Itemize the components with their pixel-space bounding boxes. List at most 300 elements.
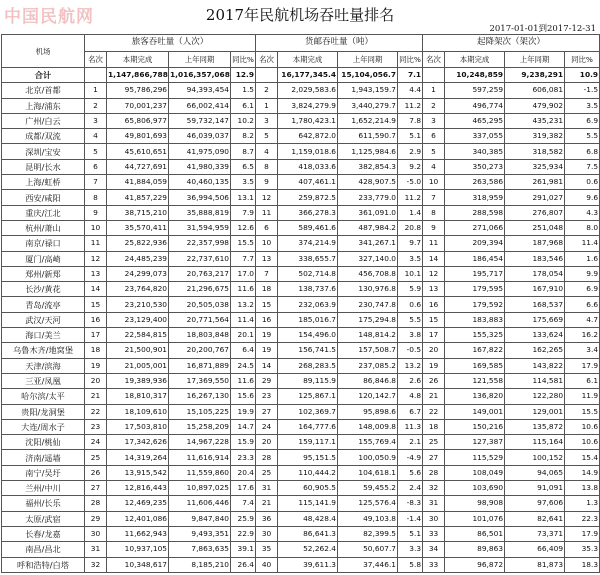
mov-yoy: 17.9 bbox=[565, 358, 600, 373]
mov-current: 186,454 bbox=[445, 251, 505, 266]
cargo-rank: 9 bbox=[256, 175, 278, 190]
airport-name: 呼和浩特/白塔 bbox=[2, 557, 85, 572]
cargo-last-year: 175,294.8 bbox=[338, 312, 398, 327]
table-row bbox=[2, 450, 600, 465]
cargo-yoy: 6.7 bbox=[398, 404, 423, 419]
mov-yoy: 6.1 bbox=[565, 373, 600, 388]
cargo-yoy: 5.6 bbox=[398, 465, 423, 480]
pax-last-year: 14,967,228 bbox=[169, 435, 231, 450]
mov-yoy: 22.3 bbox=[565, 511, 600, 526]
pax-yoy: 1.5 bbox=[231, 83, 256, 98]
table-row bbox=[2, 542, 600, 557]
cargo-yoy: 3.3 bbox=[398, 542, 423, 557]
mov-current: 340,385 bbox=[445, 144, 505, 159]
cargo-current: 1,159,018.6 bbox=[278, 144, 338, 159]
mov-rank: 17 bbox=[423, 328, 445, 343]
pax-rank: 18 bbox=[85, 343, 107, 358]
cargo-last-year: 456,708.8 bbox=[338, 266, 398, 281]
pax-current: 21,500,901 bbox=[107, 343, 169, 358]
mov-last-year: 291,027 bbox=[505, 190, 565, 205]
cargo-last-year-header: 上年同期 bbox=[338, 51, 398, 68]
table-row bbox=[2, 312, 600, 327]
pax-rank: 9 bbox=[85, 205, 107, 220]
cargo-last-year: 82,399.5 bbox=[338, 526, 398, 541]
table-row bbox=[2, 190, 600, 205]
cargo-last-year: 125,576.4 bbox=[338, 496, 398, 511]
pax-current: 14,319,264 bbox=[107, 450, 169, 465]
cargo-yoy: -4.9 bbox=[398, 450, 423, 465]
mov-current: 318,959 bbox=[445, 190, 505, 205]
pax-current: 41,884,059 bbox=[107, 175, 169, 190]
mov-rank-header: 名次 bbox=[423, 51, 445, 68]
total-mov-rank bbox=[423, 68, 445, 83]
mov-rank: 3 bbox=[423, 113, 445, 128]
mov-rank: 12 bbox=[423, 266, 445, 281]
cargo-yoy: 3.8 bbox=[398, 328, 423, 343]
mov-rank: 8 bbox=[423, 205, 445, 220]
mov-yoy: 0.6 bbox=[565, 175, 600, 190]
mov-last-year: 167,910 bbox=[505, 282, 565, 297]
cargo-last-year: 230,747.8 bbox=[338, 297, 398, 312]
pax-rank: 22 bbox=[85, 404, 107, 419]
cargo-current: 374,214.9 bbox=[278, 236, 338, 251]
cargo-last-year: 361,091.0 bbox=[338, 205, 398, 220]
table-row bbox=[2, 266, 600, 281]
table-row bbox=[2, 328, 600, 343]
cargo-last-year: 130,976.8 bbox=[338, 282, 398, 297]
total-cargo: 16,177,345.4 bbox=[278, 68, 338, 83]
mov-yoy: 10.6 bbox=[565, 435, 600, 450]
pax-current: 11,662,943 bbox=[107, 526, 169, 541]
pax-rank: 10 bbox=[85, 220, 107, 235]
total-mov-last-year: 9,238,291 bbox=[505, 68, 565, 83]
cargo-rank: 28 bbox=[256, 450, 278, 465]
mov-current-header: 本期完成 bbox=[445, 51, 505, 68]
mov-current: 350,273 bbox=[445, 159, 505, 174]
airport-name: 上海/浦东 bbox=[2, 98, 85, 113]
mov-yoy: 11.9 bbox=[565, 389, 600, 404]
mov-yoy: 14.9 bbox=[565, 465, 600, 480]
pax-current: 23,210,530 bbox=[107, 297, 169, 312]
airport-name: 上海/虹桥 bbox=[2, 175, 85, 190]
mov-yoy: 16.2 bbox=[565, 328, 600, 343]
pax-rank: 12 bbox=[85, 251, 107, 266]
cargo-current: 268,283.5 bbox=[278, 358, 338, 373]
mov-yoy: 1.6 bbox=[565, 251, 600, 266]
cargo-last-year: 611,590.7 bbox=[338, 129, 398, 144]
cargo-yoy: 13.2 bbox=[398, 358, 423, 373]
pax-rank: 32 bbox=[85, 557, 107, 572]
mov-rank: 30 bbox=[423, 511, 445, 526]
pax-yoy: 6.4 bbox=[231, 343, 256, 358]
mov-yoy: 9.9 bbox=[565, 266, 600, 281]
airport-name: 西安/咸阳 bbox=[2, 190, 85, 205]
cargo-rank: 29 bbox=[256, 373, 278, 388]
pax-rank: 28 bbox=[85, 496, 107, 511]
table-row bbox=[2, 175, 600, 190]
mov-rank: 20 bbox=[423, 343, 445, 358]
cargo-rank: 35 bbox=[256, 542, 278, 557]
total-pax: 1,147,866,788 bbox=[107, 68, 169, 83]
cargo-yoy: 5.9 bbox=[398, 282, 423, 297]
cargo-current: 39,611.3 bbox=[278, 557, 338, 572]
pax-rank: 14 bbox=[85, 282, 107, 297]
pax-yoy: 11.6 bbox=[231, 373, 256, 388]
pax-current: 45,610,651 bbox=[107, 144, 169, 159]
pax-rank: 5 bbox=[85, 144, 107, 159]
cargo-current: 366,278.3 bbox=[278, 205, 338, 220]
pax-last-year: 16,267,130 bbox=[169, 389, 231, 404]
cargo-rank: 5 bbox=[256, 129, 278, 144]
pax-last-year: 41,980,339 bbox=[169, 159, 231, 174]
airport-name: 昆明/长水 bbox=[2, 159, 85, 174]
cargo-rank: 20 bbox=[256, 435, 278, 450]
mov-last-year: 129,001 bbox=[505, 404, 565, 419]
pax-last-year: 11,606,446 bbox=[169, 496, 231, 511]
cargo-rank: 4 bbox=[256, 144, 278, 159]
pax-last-year: 11,559,860 bbox=[169, 465, 231, 480]
cargo-last-year: 148,814.2 bbox=[338, 328, 398, 343]
cargo-rank: 16 bbox=[256, 312, 278, 327]
table-row bbox=[2, 358, 600, 373]
mov-yoy: 10.6 bbox=[565, 419, 600, 434]
cargo-current: 154,496.0 bbox=[278, 328, 338, 343]
airport-name: 武汉/天河 bbox=[2, 312, 85, 327]
cargo-last-year: 148,009.8 bbox=[338, 419, 398, 434]
pax-last-year: 22,737,610 bbox=[169, 251, 231, 266]
table-row bbox=[2, 373, 600, 388]
cargo-rank: 7 bbox=[256, 266, 278, 281]
cargo-rank: 11 bbox=[256, 205, 278, 220]
table-row bbox=[2, 129, 600, 144]
airport-name: 哈尔滨/太平 bbox=[2, 389, 85, 404]
pax-yoy: 20.4 bbox=[231, 465, 256, 480]
cargo-yoy: 1.4 bbox=[398, 205, 423, 220]
mov-last-year: 94,065 bbox=[505, 465, 565, 480]
mov-last-year: 261,981 bbox=[505, 175, 565, 190]
airport-name: 沈阳/桃仙 bbox=[2, 435, 85, 450]
mov-current: 98,908 bbox=[445, 496, 505, 511]
cargo-last-year: 100,050.9 bbox=[338, 450, 398, 465]
cargo-rank: 3 bbox=[256, 113, 278, 128]
pax-rank: 20 bbox=[85, 373, 107, 388]
mov-current: 127,387 bbox=[445, 435, 505, 450]
airport-name: 天津/滨海 bbox=[2, 358, 85, 373]
pax-yoy: 13.2 bbox=[231, 297, 256, 312]
cargo-yoy: 20.8 bbox=[398, 220, 423, 235]
cargo-yoy: 4.4 bbox=[398, 83, 423, 98]
table-row bbox=[2, 465, 600, 480]
mov-last-year: 66,409 bbox=[505, 542, 565, 557]
pax-rank: 11 bbox=[85, 236, 107, 251]
mov-rank: 6 bbox=[423, 129, 445, 144]
mov-last-year: 122,280 bbox=[505, 389, 565, 404]
mov-yoy: 6.6 bbox=[565, 297, 600, 312]
table-row bbox=[2, 481, 600, 496]
airport-name: 重庆/江北 bbox=[2, 205, 85, 220]
cargo-rank: 21 bbox=[256, 496, 278, 511]
cargo-rank: 19 bbox=[256, 343, 278, 358]
mov-rank: 32 bbox=[423, 481, 445, 496]
pax-rank: 1 bbox=[85, 83, 107, 98]
mov-yoy: 11.4 bbox=[565, 236, 600, 251]
pax-rank: 16 bbox=[85, 312, 107, 327]
pax-last-year: 20,505,038 bbox=[169, 297, 231, 312]
cargo-current: 138,737.6 bbox=[278, 282, 338, 297]
pax-current: 35,570,411 bbox=[107, 220, 169, 235]
pax-current: 95,786,296 bbox=[107, 83, 169, 98]
mov-yoy: 6.8 bbox=[565, 144, 600, 159]
cargo-rank: 1 bbox=[256, 98, 278, 113]
pax-last-year: 8,185,210 bbox=[169, 557, 231, 572]
table-row bbox=[2, 297, 600, 312]
cargo-last-year: 155,769.4 bbox=[338, 435, 398, 450]
pax-last-year: 41,975,090 bbox=[169, 144, 231, 159]
cargo-rank: 14 bbox=[256, 358, 278, 373]
cargo-rank: 27 bbox=[256, 404, 278, 419]
cargo-current: 115,141.9 bbox=[278, 496, 338, 511]
cargo-last-year: 487,984.2 bbox=[338, 220, 398, 235]
mov-last-year: 183,546 bbox=[505, 251, 565, 266]
mov-rank: 22 bbox=[423, 404, 445, 419]
mov-rank: 11 bbox=[423, 236, 445, 251]
pax-last-year: 20,200,767 bbox=[169, 343, 231, 358]
cargo-last-year: 50,607.7 bbox=[338, 542, 398, 557]
cargo-rank: 13 bbox=[256, 251, 278, 266]
table-row bbox=[2, 404, 600, 419]
mov-current: 167,822 bbox=[445, 343, 505, 358]
cargo-yoy: 9.2 bbox=[398, 159, 423, 174]
pax-last-year: 40,460,135 bbox=[169, 175, 231, 190]
airport-name: 长沙/黄花 bbox=[2, 282, 85, 297]
mov-rank: 2 bbox=[423, 98, 445, 113]
cargo-current: 2,029,583.6 bbox=[278, 83, 338, 98]
cargo-last-year: 428,907.5 bbox=[338, 175, 398, 190]
mov-rank: 10 bbox=[423, 175, 445, 190]
total-cargo-last-year: 15,104,056.7 bbox=[338, 68, 398, 83]
pax-current: 12,401,086 bbox=[107, 511, 169, 526]
pax-yoy: 7.4 bbox=[231, 496, 256, 511]
pax-current: 17,342,626 bbox=[107, 435, 169, 450]
mov-rank: 4 bbox=[423, 159, 445, 174]
pax-last-year: 94,393,454 bbox=[169, 83, 231, 98]
pax-rank: 27 bbox=[85, 481, 107, 496]
cargo-rank-header: 名次 bbox=[256, 51, 278, 68]
cargo-last-year: 1,652,214.9 bbox=[338, 113, 398, 128]
mov-rank: 34 bbox=[423, 542, 445, 557]
cargo-rank: 36 bbox=[256, 511, 278, 526]
cargo-yoy: 5.8 bbox=[398, 557, 423, 572]
pax-last-year: 59,732,147 bbox=[169, 113, 231, 128]
cargo-current: 502,714.8 bbox=[278, 266, 338, 281]
pax-last-year: 20,763,217 bbox=[169, 266, 231, 281]
cargo-last-year: 233,779.0 bbox=[338, 190, 398, 205]
mov-yoy: 17.9 bbox=[565, 526, 600, 541]
pax-last-year: 9,847,840 bbox=[169, 511, 231, 526]
pax-rank: 2 bbox=[85, 98, 107, 113]
cargo-last-year: 1,943,159.7 bbox=[338, 83, 398, 98]
pax-rank: 17 bbox=[85, 328, 107, 343]
cargo-last-year: 157,508.7 bbox=[338, 343, 398, 358]
pax-last-year: 46,039,037 bbox=[169, 129, 231, 144]
cargo-last-year: 49,103.8 bbox=[338, 511, 398, 526]
table-row bbox=[2, 113, 600, 128]
cargo-yoy: 10.1 bbox=[398, 266, 423, 281]
cargo-current: 164,777.6 bbox=[278, 419, 338, 434]
mov-yoy: 5.5 bbox=[565, 129, 600, 144]
cargo-current: 232,063.9 bbox=[278, 297, 338, 312]
mov-current: 89,863 bbox=[445, 542, 505, 557]
cargo-rank: 2 bbox=[256, 83, 278, 98]
pax-current: 41,857,229 bbox=[107, 190, 169, 205]
mov-yoy: 15.5 bbox=[565, 404, 600, 419]
cargo-yoy: 2.1 bbox=[398, 435, 423, 450]
total-row bbox=[2, 68, 600, 83]
pax-yoy: 6.1 bbox=[231, 98, 256, 113]
cargo-rank: 40 bbox=[256, 557, 278, 572]
cargo-rank: 18 bbox=[256, 282, 278, 297]
cargo-current: 95,151.5 bbox=[278, 450, 338, 465]
mov-last-year: 435,231 bbox=[505, 113, 565, 128]
airport-name: 广州/白云 bbox=[2, 113, 85, 128]
pax-rank: 4 bbox=[85, 129, 107, 144]
pax-yoy: 12.6 bbox=[231, 220, 256, 235]
mov-current: 150,216 bbox=[445, 419, 505, 434]
pax-yoy: 26.4 bbox=[231, 557, 256, 572]
pax-last-year: 7,863,635 bbox=[169, 542, 231, 557]
pax-yoy: 7.7 bbox=[231, 251, 256, 266]
cargo-yoy: 11.2 bbox=[398, 98, 423, 113]
cargo-yoy: 7.8 bbox=[398, 113, 423, 128]
pax-yoy: 19.9 bbox=[231, 404, 256, 419]
mov-current: 86,501 bbox=[445, 526, 505, 541]
total-pax-rank bbox=[85, 68, 107, 83]
pax-yoy: 11.6 bbox=[231, 282, 256, 297]
total-label: 合计 bbox=[2, 68, 85, 83]
cargo-yoy: 5.1 bbox=[398, 526, 423, 541]
passenger-group-header: 旅客吞吐量（人次） bbox=[85, 35, 256, 52]
airport-name: 乌鲁木齐/地窝堡 bbox=[2, 343, 85, 358]
pax-current: 21,005,001 bbox=[107, 358, 169, 373]
cargo-rank: 30 bbox=[256, 526, 278, 541]
table-row bbox=[2, 220, 600, 235]
cargo-yoy: -0.5 bbox=[398, 343, 423, 358]
cargo-current: 1,780,423.1 bbox=[278, 113, 338, 128]
cargo-yoy: 11.2 bbox=[398, 190, 423, 205]
airport-name: 青岛/流亭 bbox=[2, 297, 85, 312]
mov-last-year: 162,265 bbox=[505, 343, 565, 358]
cargo-yoy: -5.0 bbox=[398, 175, 423, 190]
table-row bbox=[2, 236, 600, 251]
mov-last-year: 81,873 bbox=[505, 557, 565, 572]
mov-yoy: 3.5 bbox=[565, 98, 600, 113]
cargo-rank: 15 bbox=[256, 297, 278, 312]
pax-current-header: 本期完成 bbox=[107, 51, 169, 68]
cargo-rank: 24 bbox=[256, 419, 278, 434]
cargo-yoy: -8.3 bbox=[398, 496, 423, 511]
pax-current: 44,727,691 bbox=[107, 159, 169, 174]
cargo-rank: 10 bbox=[256, 236, 278, 251]
airport-name: 成都/双流 bbox=[2, 129, 85, 144]
watermark-logo: 中国民航网 bbox=[4, 7, 94, 27]
pax-yoy: 39.1 bbox=[231, 542, 256, 557]
mov-rank: 26 bbox=[423, 373, 445, 388]
pax-yoy: 15.6 bbox=[231, 389, 256, 404]
cargo-last-year: 1,125,984.6 bbox=[338, 144, 398, 159]
pax-current: 23,764,820 bbox=[107, 282, 169, 297]
mov-last-year: 319,382 bbox=[505, 129, 565, 144]
pax-yoy: 17.0 bbox=[231, 266, 256, 281]
cargo-group-header: 货邮吞吐量（吨） bbox=[256, 35, 423, 52]
cargo-current: 86,641.3 bbox=[278, 526, 338, 541]
pax-rank: 19 bbox=[85, 358, 107, 373]
cargo-current: 338,655.7 bbox=[278, 251, 338, 266]
pax-rank: 6 bbox=[85, 159, 107, 174]
mov-current: 263,586 bbox=[445, 175, 505, 190]
mov-current: 179,595 bbox=[445, 282, 505, 297]
cargo-yoy: 0.6 bbox=[398, 297, 423, 312]
cargo-yoy: 2.4 bbox=[398, 481, 423, 496]
cargo-rank: 8 bbox=[256, 159, 278, 174]
pax-last-year: 17,369,550 bbox=[169, 373, 231, 388]
cargo-last-year: 3,440,279.7 bbox=[338, 98, 398, 113]
mov-last-year: 100,152 bbox=[505, 450, 565, 465]
cargo-yoy: 5.1 bbox=[398, 129, 423, 144]
mov-rank: 31 bbox=[423, 496, 445, 511]
pax-rank: 31 bbox=[85, 542, 107, 557]
table-body bbox=[2, 68, 600, 573]
mov-rank: 15 bbox=[423, 312, 445, 327]
pax-rank: 30 bbox=[85, 526, 107, 541]
mov-rank: 19 bbox=[423, 358, 445, 373]
pax-rank: 26 bbox=[85, 465, 107, 480]
mov-last-year: 97,606 bbox=[505, 496, 565, 511]
pax-yoy-header: 同比% bbox=[231, 51, 256, 68]
cargo-yoy: 3.5 bbox=[398, 251, 423, 266]
pax-rank: 15 bbox=[85, 297, 107, 312]
pax-rank: 21 bbox=[85, 389, 107, 404]
pax-yoy: 25.9 bbox=[231, 511, 256, 526]
airport-name: 郑州/新郑 bbox=[2, 266, 85, 281]
table-row bbox=[2, 435, 600, 450]
cargo-current: 48,428.4 bbox=[278, 511, 338, 526]
mov-rank: 5 bbox=[423, 144, 445, 159]
mov-current: 271,066 bbox=[445, 220, 505, 235]
cargo-last-year: 341,267.1 bbox=[338, 236, 398, 251]
mov-last-year: 479,902 bbox=[505, 98, 565, 113]
pax-current: 17,503,810 bbox=[107, 419, 169, 434]
pax-yoy: 13.1 bbox=[231, 190, 256, 205]
mov-last-year: 276,807 bbox=[505, 205, 565, 220]
pax-yoy: 22.9 bbox=[231, 526, 256, 541]
cargo-current: 259,872.5 bbox=[278, 190, 338, 205]
mov-last-year: 135,872 bbox=[505, 419, 565, 434]
airport-name: 北京/首都 bbox=[2, 83, 85, 98]
mov-rank: 33 bbox=[423, 526, 445, 541]
total-mov: 10,248,859 bbox=[445, 68, 505, 83]
pax-rank: 23 bbox=[85, 419, 107, 434]
mov-yoy: -1.5 bbox=[565, 83, 600, 98]
mov-rank: 1 bbox=[423, 83, 445, 98]
mov-yoy: 15.4 bbox=[565, 450, 600, 465]
pax-rank: 13 bbox=[85, 266, 107, 281]
pax-current: 25,822,936 bbox=[107, 236, 169, 251]
pax-yoy: 8.2 bbox=[231, 129, 256, 144]
mov-current: 169,585 bbox=[445, 358, 505, 373]
airport-name: 济南/遥墙 bbox=[2, 450, 85, 465]
pax-current: 65,806,977 bbox=[107, 113, 169, 128]
airport-name: 南昌/昌北 bbox=[2, 542, 85, 557]
